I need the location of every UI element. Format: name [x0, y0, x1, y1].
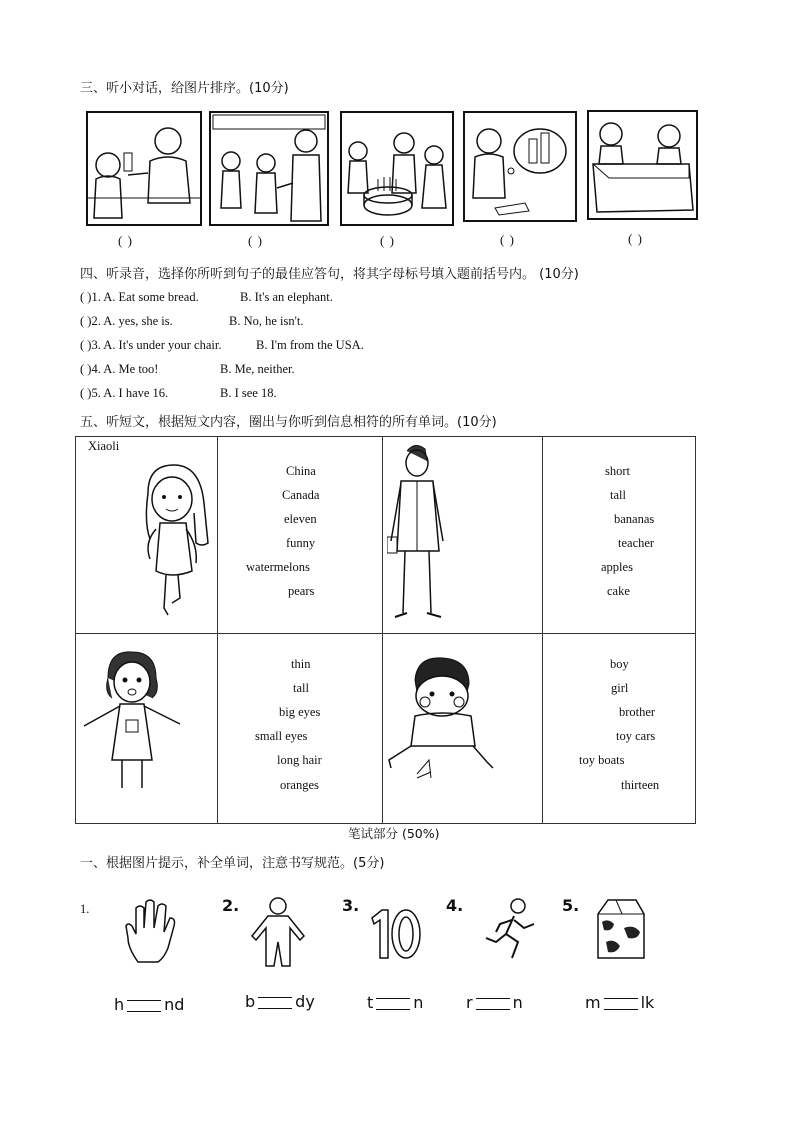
word-item[interactable]: brother [619, 705, 656, 719]
answer-paren-1[interactable]: ( ) [118, 233, 133, 248]
blank-line[interactable] [476, 998, 510, 1010]
question-5 [80, 386, 168, 401]
option-a: A. yes, she is. [103, 314, 173, 328]
option-a: A. It's under your chair. [103, 338, 222, 352]
suffix: lk [640, 993, 655, 1012]
section5-title: 五、听短文，根据短文内容，圈出与你听到信息相符的所有单词。(10分) [80, 415, 497, 430]
picture-3 [340, 111, 454, 226]
cell-man-picture [383, 437, 543, 634]
prefix: t [367, 993, 374, 1012]
suffix: n [413, 993, 424, 1012]
word-list-2 [543, 437, 696, 634]
fill-word-1[interactable] [114, 995, 184, 1014]
name-label: Xiaoli [88, 439, 120, 453]
word-item[interactable]: eleven [284, 512, 317, 526]
picture-2 [209, 111, 329, 226]
word-item[interactable]: big eyes [279, 705, 321, 719]
blank-line[interactable] [127, 1000, 161, 1012]
blank-line[interactable] [604, 998, 638, 1010]
option-b: B. I'm from the USA. [256, 338, 364, 352]
word-item[interactable]: boy [610, 657, 629, 671]
suffix: nd [164, 995, 185, 1014]
word-item[interactable]: apples [601, 560, 633, 574]
question-number: ( )3. [80, 338, 101, 352]
fill-word-3[interactable] [367, 993, 423, 1012]
word-item[interactable]: tall [293, 681, 309, 695]
word-item[interactable]: China [286, 464, 316, 478]
item-number-1: 1. [80, 902, 90, 916]
question-number: ( )4. [80, 362, 101, 376]
blank-line[interactable] [258, 997, 292, 1009]
option-b: B. Me, neither. [220, 362, 295, 376]
word-item[interactable]: toy boats [579, 753, 625, 767]
word-item[interactable]: thin [291, 657, 311, 671]
written1-title: 一、根据图片提示，补全单词，注意书写规范。(5分) [80, 856, 385, 871]
fill-word-4[interactable] [466, 993, 523, 1012]
cell-boy-picture [383, 634, 543, 824]
word-item[interactable]: Canada [282, 488, 320, 502]
question-number: ( )1. [80, 290, 101, 304]
option-a: A. I have 16. [103, 386, 169, 400]
prefix: m [585, 993, 601, 1012]
word-list-3 [218, 634, 383, 824]
hand-icon [124, 898, 178, 964]
blank-line[interactable] [376, 998, 410, 1010]
item-number-3: 3. [342, 896, 360, 915]
prefix: h [114, 995, 125, 1014]
word-item[interactable]: cake [607, 584, 630, 598]
section4-title: 四、听录音，选择你所听到句子的最佳应答句，将其字母标号填入题前括号内。 (10分) [80, 267, 579, 282]
fill-word-2[interactable] [245, 992, 315, 1011]
suffix: dy [295, 992, 315, 1011]
prefix: r [466, 993, 473, 1012]
word-item[interactable]: pears [288, 584, 315, 598]
item-number-2: 2. [222, 896, 240, 915]
word-item[interactable]: bananas [614, 512, 655, 526]
option-b: B. No, he isn't. [229, 314, 304, 328]
option-a: A. Me too! [103, 362, 159, 376]
word-item[interactable]: long hair [277, 753, 322, 767]
answer-paren-3[interactable]: ( ) [380, 233, 395, 248]
question-number: ( )2. [80, 314, 101, 328]
option-b: B. I see 18. [220, 386, 277, 400]
word-list-4 [543, 634, 696, 824]
picture-5 [587, 110, 698, 220]
question-4 [80, 362, 158, 377]
suffix: n [512, 993, 523, 1012]
body-icon [246, 896, 310, 968]
word-item[interactable]: funny [286, 536, 316, 550]
cell-xiaoli-picture [76, 437, 218, 634]
word-list-1 [218, 437, 383, 634]
word-item[interactable]: teacher [618, 536, 655, 550]
word-item[interactable]: oranges [280, 778, 319, 792]
answer-paren-2[interactable]: ( ) [248, 233, 263, 248]
word-item[interactable]: girl [611, 681, 629, 695]
item-number-5: 5. [562, 896, 580, 915]
question-number: ( )5. [80, 386, 101, 400]
option-b: B. It's an elephant. [240, 290, 333, 304]
running-icon [482, 898, 538, 962]
picture-4 [463, 111, 577, 222]
word-item[interactable]: toy cars [616, 729, 656, 743]
prefix: b [245, 992, 256, 1011]
word-item[interactable]: tall [610, 488, 626, 502]
number-ten-icon [368, 906, 424, 962]
word-item[interactable]: watermelons [246, 560, 310, 574]
picture-1 [86, 111, 202, 226]
item-number-4: 4. [446, 896, 464, 915]
question-2 [80, 314, 173, 329]
word-item[interactable]: small eyes [255, 729, 308, 743]
section3-title: 三、听小对话，给图片排序。(10分) [80, 81, 289, 96]
question-3 [80, 338, 221, 353]
fill-word-5[interactable] [585, 993, 654, 1012]
cell-girl-picture [76, 634, 218, 824]
answer-paren-4[interactable]: ( ) [500, 232, 515, 247]
question-1 [80, 290, 199, 305]
word-circle-table [75, 436, 696, 824]
milk-carton-icon [594, 898, 646, 960]
word-item[interactable]: short [605, 464, 630, 478]
written-part-label: 笔试部分 (50%) [348, 826, 440, 841]
word-item[interactable]: thirteen [621, 778, 660, 792]
answer-paren-5[interactable]: ( ) [628, 231, 643, 246]
option-a: A. Eat some bread. [103, 290, 199, 304]
